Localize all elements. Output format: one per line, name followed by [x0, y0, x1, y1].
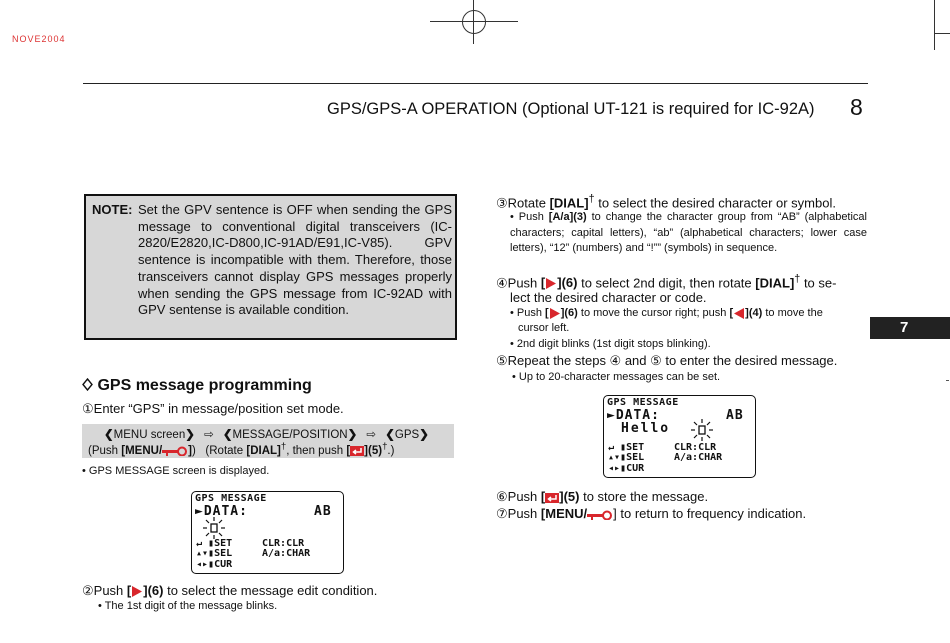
- key-label: DIAL: [759, 275, 790, 291]
- text: to select the desired character or symbol.: [594, 195, 836, 211]
- key-number: (5): [368, 444, 383, 457]
- note-text: Set the GPV sentence is OFF when sending the GPS message to conventional digital transceivers (IC-2820/E2820,IC-D800,IC-91AD/E91,IC-V85). GPV sentence is incompatible with them. Therefore, those transceivers cannot display GPS messages properly when sending the GPS message from IC-92AD with GPV sentense is available condition.: [138, 202, 452, 318]
- text: ] to return to frequency indication.: [613, 506, 807, 521]
- text: to change the character group from “AB” (alphabetical characters; capital letters), “ab” (alphabetical characters; lower case letters), “12” (numbers) and “!”” (symbols) in sequence.: [510, 211, 867, 254]
- blinking-cursor-icon: [202, 516, 226, 540]
- left-key-icon: [733, 308, 745, 319]
- step-marker: ②: [82, 583, 94, 598]
- key-label: DIAL: [250, 444, 278, 457]
- menu-path-box: [82, 424, 454, 458]
- enter-key-icon: [350, 446, 364, 456]
- section-title: [82, 377, 312, 395]
- lcd-row-cur: [608, 463, 644, 474]
- text: to move the cursor right; push: [577, 307, 730, 319]
- text: to se-: [800, 275, 837, 291]
- chapter-number: 8: [850, 94, 863, 120]
- enter-icon: ↵ ▮: [196, 538, 215, 549]
- key-number: (6): [564, 307, 578, 319]
- lcd-text: SEL: [214, 548, 233, 559]
- lcd-row-sel: [196, 548, 232, 559]
- blinking-cursor-icon: [690, 418, 714, 442]
- step-marker: ⑦: [496, 506, 508, 521]
- key-label: DIAL: [553, 195, 585, 211]
- enter-key-icon: [545, 493, 559, 503]
- text: Push: [507, 275, 541, 291]
- menu-item: MENU screen: [113, 429, 186, 441]
- step-3: ③Rotate [DIAL]† to select the desired character or symbol.: [496, 193, 836, 211]
- step-6: ⑥Push [ ](5) to store the message.: [496, 489, 709, 504]
- key-icon: [587, 510, 613, 520]
- right-key-icon: [545, 278, 557, 289]
- step-4-bullet-2: • 2nd digit blinks (1st digit stops blinking).: [510, 338, 711, 350]
- text: (Push: [88, 444, 122, 457]
- cursor-triangle-icon: ►: [607, 408, 616, 423]
- diamond-icon: [82, 378, 93, 391]
- lcd-row-clr: CLR:CLR: [674, 442, 717, 453]
- text: (Rotate: [205, 444, 247, 457]
- right-key-icon: [131, 586, 143, 597]
- step-4-bullet-1: • Push [ ](6) to move the cursor right; push [ ](4) to move the: [510, 307, 823, 319]
- menu-instructions: (Push [MENU/ ]) (Rotate [DIAL]†, then push [ ](5)†.): [88, 441, 395, 457]
- arrow-icon: ⇨: [366, 429, 377, 441]
- step-5: [496, 353, 837, 369]
- text: Push: [507, 489, 541, 504]
- lcd-title: GPS MESSAGE: [195, 493, 267, 504]
- lcd-row-sel: [608, 452, 644, 463]
- key-icon: [162, 446, 188, 456]
- step-marker: ⑤: [496, 353, 508, 368]
- text: Push: [507, 506, 541, 521]
- cursor-triangle-icon: ►: [195, 504, 204, 519]
- crop-mark: [946, 380, 949, 381]
- note-label: NOTE:: [92, 202, 133, 217]
- step-2: ②Push [ ](6) to select the message edit condition.: [82, 583, 378, 598]
- right-key-icon: [549, 308, 561, 319]
- step-4-line2: lect the desired character or code.: [510, 290, 707, 305]
- text: .): [387, 444, 395, 457]
- lcd-text: CUR: [626, 463, 645, 474]
- step-1: [82, 401, 344, 417]
- step-marker: ①: [82, 401, 94, 416]
- text: to move the: [762, 307, 823, 319]
- step-7: ⑦Push [MENU/ ] to return to frequency indication.: [496, 506, 807, 521]
- lcd-text: CUR: [214, 559, 233, 570]
- step-3-bullet: • Push [A/a](3) to change the character group from “AB” (alphabetical characters; capital letters), “ab” (alphabetical characters; lower case letters), “12” (numbers) and “!”” (symbols) in sequence.: [510, 211, 867, 254]
- leftright-icon: ◂▸▮: [608, 463, 627, 474]
- side-tab: [870, 317, 950, 339]
- dagger: †: [794, 273, 801, 285]
- step-marker: ⑥: [496, 489, 508, 504]
- step-4-bullet-1-line2: cursor left.: [518, 322, 570, 334]
- lcd-row-cur: [196, 559, 232, 570]
- registration-mark: [462, 10, 486, 34]
- lcd-mode: AB: [726, 408, 744, 423]
- menu-item: GPS: [394, 429, 420, 441]
- lcd-screen-1: [191, 491, 344, 574]
- dagger: †: [280, 441, 287, 452]
- text: to select the message edit condition.: [163, 583, 378, 598]
- lcd-data-label: DATA:: [203, 504, 248, 519]
- side-tab-label: 7: [900, 319, 909, 336]
- menu-item: MESSAGE/POSITION: [232, 429, 348, 441]
- lcd-row-char: A/a:CHAR: [674, 452, 723, 463]
- leftright-icon: ◂▸▮: [196, 559, 215, 570]
- lcd-text: SET: [214, 538, 233, 549]
- lcd-data-label: DATA:: [615, 408, 660, 423]
- arrow-icon: ⇨: [204, 429, 214, 441]
- lcd-title: GPS MESSAGE: [607, 397, 679, 408]
- step-2-bullet: • The 1st digit of the message blinks.: [98, 600, 278, 612]
- page-title: GPS/GPS-A OPERATION (Optional UT-121 is required for IC-92A): [327, 100, 815, 118]
- bullet-displayed: • GPS MESSAGE screen is displayed.: [82, 465, 270, 477]
- lcd-text: SEL: [626, 452, 645, 463]
- key-label: MENU/: [545, 506, 588, 521]
- key-number: (4): [748, 307, 763, 319]
- lcd-row-char: A/a:CHAR: [262, 548, 311, 559]
- crop-mark: [934, 33, 950, 34]
- step-5-bullet: • Up to 20-character messages can be set.: [512, 371, 721, 383]
- step-4: ④Push [ ](6) to select 2nd digit, then rotate [DIAL]† to se-: [496, 273, 837, 291]
- updown-icon: ▴▾▮: [608, 452, 627, 463]
- text: , then push: [286, 444, 347, 457]
- step-marker: ③: [496, 195, 508, 211]
- menu-path-line: ❮MENU screen❯ ⇨ ❮MESSAGE/POSITION❯ ⇨ ❮GPS❯: [104, 429, 429, 441]
- section-title-text: GPS message programming: [97, 377, 312, 394]
- text: Rotate: [507, 195, 550, 211]
- dagger: †: [588, 193, 595, 205]
- lcd-text: SET: [626, 442, 645, 453]
- key-number: (6): [561, 275, 578, 291]
- lcd-row-clr: CLR:CLR: [262, 538, 305, 549]
- key-label: A/a: [552, 211, 570, 223]
- lcd-screen-2: [603, 395, 756, 478]
- enter-icon: ↵ ▮: [608, 442, 627, 453]
- text: • Push: [510, 307, 546, 319]
- text: to select 2nd digit, then rotate: [577, 275, 756, 291]
- lcd-message: Hello: [621, 421, 671, 436]
- text: Push: [93, 583, 127, 598]
- step-text: Enter “GPS” in message/position set mode.: [93, 401, 344, 416]
- dagger: †: [382, 441, 388, 452]
- note-box: [84, 194, 457, 340]
- text: to store the message.: [579, 489, 709, 504]
- key-number: (3): [573, 211, 587, 223]
- crop-mark: [934, 0, 935, 50]
- key-number: (6): [147, 583, 164, 598]
- step-marker: ④: [496, 275, 508, 291]
- key-label: MENU/: [125, 444, 163, 457]
- text: Repeat the steps ④ and ⑤ to enter the desired message.: [507, 353, 838, 368]
- key-number: (5): [563, 489, 580, 504]
- lcd-mode: AB: [314, 504, 332, 519]
- text: • Push: [510, 211, 549, 223]
- header-rule: [83, 83, 868, 84]
- print-slug: NOVE2004: [12, 34, 66, 44]
- updown-icon: ▴▾▮: [196, 548, 215, 559]
